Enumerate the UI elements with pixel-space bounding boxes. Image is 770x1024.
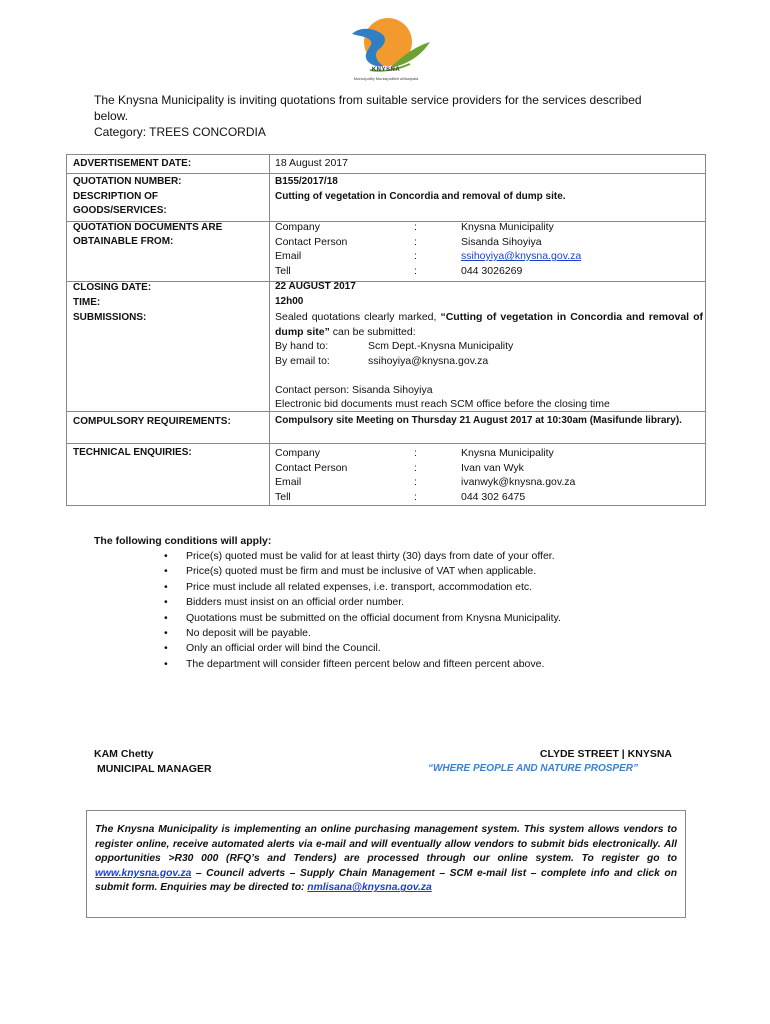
contact-sep: : xyxy=(414,476,417,488)
quotation-number-label: QUOTATION NUMBER: xyxy=(73,176,182,187)
online-system-notice xyxy=(86,810,686,918)
enquiry-email-link[interactable]: nmlisana@knysna.gov.za xyxy=(307,882,432,894)
by-email-label: By email to: xyxy=(275,354,330,367)
contact-key: Company xyxy=(275,447,320,459)
list-item: • Price(s) quoted must be valid for at least thirty (30) days from date of your offer. xyxy=(164,549,704,564)
contact-sep: : xyxy=(414,250,417,262)
column-divider xyxy=(269,155,270,505)
category-text: Category: TREES CONCORDIA xyxy=(94,125,266,139)
signatory-name: KAM Chetty xyxy=(94,748,154,760)
time-value: 12h00 xyxy=(275,296,304,307)
advertisement-date-label: ADVERTISEMENT DATE: xyxy=(73,158,192,169)
logo-name: KNYSNA xyxy=(371,67,401,73)
contact-row xyxy=(275,249,703,264)
contact-row xyxy=(275,446,703,461)
by-hand-value: Scm Dept.-Knysna Municipality xyxy=(368,340,514,352)
list-item: • No deposit will be payable. xyxy=(164,626,704,641)
list-item: • Bidders must insist on an official order number. xyxy=(164,595,704,610)
documents-label: QUOTATION DOCUMENTS ARE OBTAINABLE FROM: xyxy=(73,222,223,247)
list-item: • Only an official order will bind the Council. xyxy=(164,641,704,656)
time-label: TIME: xyxy=(73,297,101,308)
website-link[interactable]: www.knysna.gov.za xyxy=(95,867,192,879)
contact-email-link[interactable]: ssihoyiya@knysna.gov.za xyxy=(461,250,582,262)
documents-contact xyxy=(275,220,703,278)
spacer xyxy=(275,368,703,383)
contact-sep: : xyxy=(414,264,417,277)
contact-value: Knysna Municipality xyxy=(461,221,554,233)
contact-row xyxy=(275,461,703,476)
contact-value: Sisanda Sihoyiya xyxy=(461,235,542,248)
contact-sep: : xyxy=(414,221,417,233)
contact-row xyxy=(275,264,703,279)
contact-person: Contact person: Sisanda Sihoyiya xyxy=(275,383,433,396)
motto: “WHERE PEOPLE AND NATURE PROSPER” xyxy=(427,763,638,774)
contact-sep: : xyxy=(414,461,417,474)
advertisement-date-value: 18 August 2017 xyxy=(275,157,348,169)
description-value: Cutting of vegetation in Concordia and removal of dump site. xyxy=(275,191,566,202)
compulsory-value: Compulsory site Meeting on Thursday 21 August 2017 at 10:30am (Masifunde library). xyxy=(275,415,682,426)
technical-label: TECHNICAL ENQUIRIES: xyxy=(73,447,192,458)
closing-date-label: CLOSING DATE: xyxy=(73,282,152,293)
by-email-value: ssihoyiya@knysna.gov.za xyxy=(368,354,489,367)
logo-subtitle: Municipality Munisipaliteit uMasipala xyxy=(353,76,419,81)
list-item: • The department will consider fifteen percent below and fifteen percent above. xyxy=(164,657,704,672)
contact-key: Contact Person xyxy=(275,235,348,248)
contact-row xyxy=(275,220,703,235)
contact-key: Email xyxy=(275,250,302,262)
list-item: • Price(s) quoted must be firm and must be inclusive of VAT when applicable. xyxy=(164,564,704,579)
row-divider xyxy=(67,443,705,444)
submissions-intro: Sealed quotations clearly marked, xyxy=(275,311,441,323)
contact-value: Knysna Municipality xyxy=(461,447,554,459)
submissions-text xyxy=(275,310,703,339)
contact-key: Contact Person xyxy=(275,461,348,474)
contact-sep: : xyxy=(414,490,417,503)
list-item: • Price must include all related expenses, i.e. transport, accommodation etc. xyxy=(164,580,704,595)
submissions-value xyxy=(275,310,703,412)
conditions-list xyxy=(164,549,704,672)
contact-row xyxy=(275,475,703,490)
contact-row xyxy=(275,490,703,505)
closing-date-value: 22 AUGUST 2017 xyxy=(275,281,356,292)
contact-value: 044 302 6475 xyxy=(461,490,526,503)
intro-text: The Knysna Municipality is inviting quotations from suitable service providers for the services described below. xyxy=(94,93,642,123)
contact-key: Email xyxy=(275,476,302,488)
compulsory-label: COMPULSORY REQUIREMENTS: xyxy=(73,416,231,427)
contact-key: Company xyxy=(275,221,320,233)
submissions-label: SUBMISSIONS: xyxy=(73,312,147,323)
street-address: CLYDE STREET | KNYSNA xyxy=(539,748,672,760)
contact-sep: : xyxy=(414,235,417,248)
list-item: • Quotations must be submitted on the official document from Knysna Municipality. xyxy=(164,611,704,626)
contact-value: 044 3026269 xyxy=(461,264,523,277)
electronic-note: Electronic bid documents must reach SCM office before the closing time xyxy=(275,398,610,410)
row-divider xyxy=(67,173,705,174)
quotation-number-value: B155/2017/18 xyxy=(275,176,338,187)
contact-sep: : xyxy=(414,447,417,459)
submissions-title: “Cutting of vegetation in Concordia and removal of dump site” xyxy=(275,311,703,338)
technical-contact xyxy=(275,446,703,504)
intro xyxy=(94,92,654,140)
notice-part1: The Knysna Municipality is implementing an online purchasing management system. This system allows vendors to register online, receive automated alerts via e-mail and will eventually allow vendors to submit bids electronically. All opportunities >R30 000 (RFQ’s and Tenders) are processed through our online system. To register go to xyxy=(95,824,677,865)
notice-text xyxy=(95,823,677,896)
contact-value: ivanwyk@knysna.gov.za xyxy=(461,476,576,488)
description-label: DESCRIPTION OF GOODS/SERVICES: xyxy=(73,191,167,216)
contact-value: Ivan van Wyk xyxy=(461,461,524,474)
conditions-title: The following conditions will apply: xyxy=(94,535,272,547)
quotation-table xyxy=(66,154,706,506)
by-email-row xyxy=(275,354,703,369)
notice-part2: – Council adverts – Supply Chain Management – SCM e-mail list – complete info and click on submit form. Enquiries may be directed to: xyxy=(95,867,677,894)
contact-key: Tell xyxy=(275,490,291,503)
by-hand-label: By hand to: xyxy=(275,340,329,352)
contact-key: Tell xyxy=(275,264,291,277)
signatory-title: MUNICIPAL MANAGER xyxy=(97,763,212,775)
submissions-tail: can be submitted: xyxy=(329,325,416,338)
contact-row xyxy=(275,235,703,250)
by-hand-row xyxy=(275,339,703,354)
